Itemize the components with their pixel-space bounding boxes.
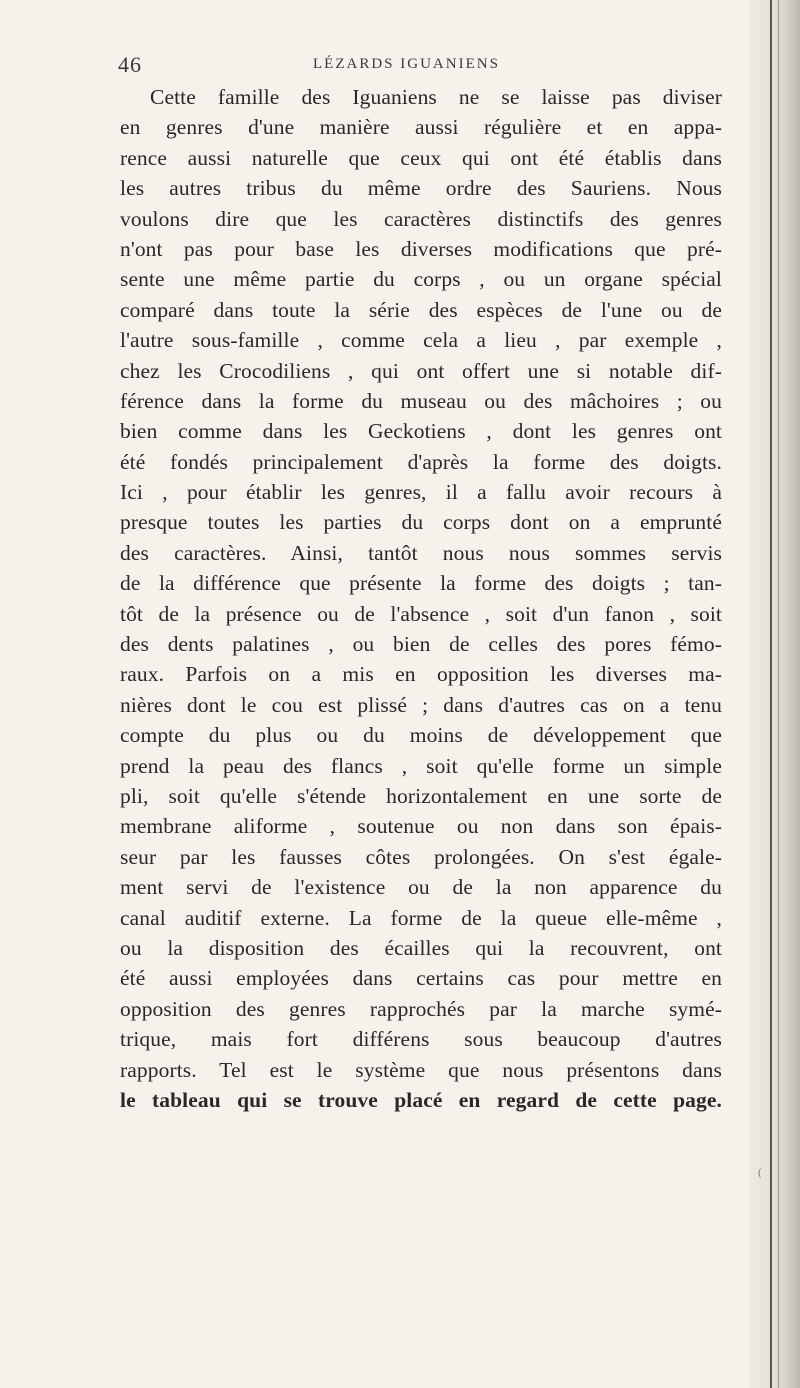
page-number: 46 [118,52,142,77]
text-line: membrane aliforme , soutenue ou non dans son épais- [120,814,722,839]
text-line: presque toutes les parties du corps dont on a emprunté [120,510,722,535]
text-line: trique, mais fort différens sous beaucoup d'autres [120,1027,722,1052]
text-line: été fondés principalement d'après la forme des doigts. [120,449,722,474]
text-line: ou la disposition des écailles qui la recouvrent, ont [120,935,722,960]
text-line: été aussi employées dans certains cas pour mettre en [120,966,722,991]
text-line: seur par les fausses côtes prolongées. On s'est égale- [120,844,722,869]
binding-line [770,0,772,1388]
text-line: comparé dans toute la série des espèces de l'une ou de [120,297,722,322]
text-line: compte du plus ou du moins de développement que [120,723,722,748]
page-header [118,52,720,80]
text-line: opposition des genres rapprochés par la marche symé- [120,996,722,1021]
text-line: des caractères. Ainsi, tantôt nous nous sommes servis [120,540,722,565]
text-line: férence dans la forme du museau ou des mâchoires ; ou [120,388,722,413]
text-line: Cette famille des Iguaniens ne se laisse pas diviser [150,85,722,109]
text-line: sente une même partie du corps , ou un organe spécial [120,267,722,292]
paper-speck: ( [758,1165,762,1179]
text-line: ment servi de l'existence ou de la non apparence du [120,875,722,900]
text-line: prend la peau des flancs , soit qu'elle forme un simple [120,753,722,778]
text-line: n'ont pas pour base les diverses modifications que pré- [120,236,722,261]
text-line: chez les Crocodiliens , qui ont offert une si notable dif- [120,358,722,383]
body-paragraph [120,82,722,1115]
text-line: rence aussi naturelle que ceux qui ont été établis dans [120,145,722,170]
text-line: le tableau qui se trouve placé en regard de cette page. [120,1087,722,1112]
text-line: l'autre sous-famille , comme cela a lieu , par exemple , [120,328,722,353]
text-line: pli, soit qu'elle s'étende horizontalement en une sorte de [120,783,722,808]
text-line: Ici , pour établir les genres, il a fallu avoir recours à [120,480,722,505]
text-line: de la différence que présente la forme des doigts ; tan- [120,571,722,596]
text-line: canal auditif externe. La forme de la queue elle-même , [120,905,722,930]
running-head: LÉZARDS IGUANIENS [313,56,500,72]
text-line: les autres tribus du même ordre des Sauriens. Nous [120,176,722,201]
text-line: raux. Parfois on a mis en opposition les diverses ma- [120,662,722,687]
text-line: tôt de la présence ou de l'absence , soit d'un fanon , soit [120,601,722,626]
text-line: rapports. Tel est le système que nous présentons dans [120,1057,722,1082]
binding-line-secondary [778,0,779,1388]
text-line: des dents palatines , ou bien de celles des pores fémo- [120,632,722,657]
text-line: nières dont le cou est plissé ; dans d'autres cas on a tenu [120,692,722,717]
text-line: bien comme dans les Geckotiens , dont les genres ont [120,419,722,444]
text-line: voulons dire que les caractères distinctifs des genres [120,206,722,231]
text-line: en genres d'une manière aussi régulière et en appa- [120,115,722,140]
